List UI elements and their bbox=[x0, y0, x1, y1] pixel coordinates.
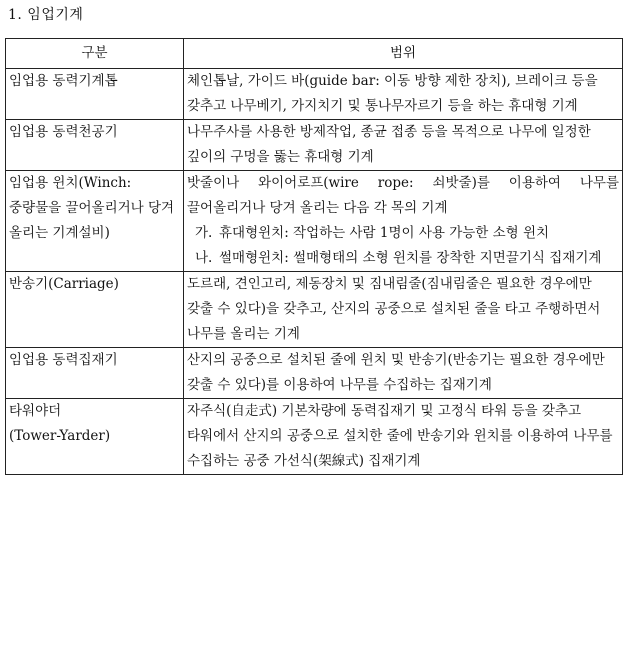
list-item-marker: 나. bbox=[195, 250, 213, 266]
row-scope-tower-yarder: 자주식(自走式) 기본차량에 동력집재기 및 고정식 타워 등을 갖추고 타워에서 산지의 공중으로 설치한 줄에 반송기와 윈치를 이용하여 나무를 수집하는 공중 가선식(架線式) 집재기계 bbox=[184, 399, 623, 475]
row-scope-carriage: 도르래, 견인고리, 제동장치 및 짐내림줄(짐내림줄은 필요한 경우에만 갖출 수 있다)을 갖추고, 산지의 공중으로 설치된 줄을 타고 주행하면서 나무를 올리는 기계 bbox=[184, 272, 623, 348]
table-row bbox=[6, 171, 623, 272]
section-title: 1. 임업기계 bbox=[8, 7, 84, 23]
row-category-auger: 임업용 동력천공기 bbox=[6, 120, 184, 171]
table-row bbox=[6, 399, 623, 475]
header-category: 구분 bbox=[6, 39, 184, 69]
list-item-text: 썰매형윈치: 썰매형태의 소형 윈치를 장착한 지면끌기식 집재기계 bbox=[219, 250, 602, 266]
table-row bbox=[6, 120, 623, 171]
list-item-text: 휴대형윈치: 작업하는 사람 1명이 사용 가능한 소형 윈치 bbox=[219, 225, 550, 241]
row-category-tower-yarder bbox=[6, 399, 184, 475]
row-category-winch: 임업용 윈치(Winch: 중량물을 끌어올리거나 당겨 올리는 기계설비) bbox=[6, 171, 184, 272]
table-row bbox=[6, 69, 623, 120]
row-scope-winch-cell bbox=[184, 171, 623, 272]
row-scope-yarder: 산지의 공중으로 설치된 줄에 윈치 및 반송기(반송기는 필요한 경우에만 갖출 수 있다)를 이용하여 나무를 수집하는 집재기계 bbox=[184, 348, 623, 399]
list-item bbox=[187, 246, 619, 271]
list-item bbox=[187, 221, 619, 246]
row-category-tower-yarder-line1: 타워야더 bbox=[9, 403, 62, 419]
row-category-tower-yarder-line2: (Tower-Yarder) bbox=[9, 428, 111, 444]
row-scope-auger: 나무주사를 사용한 방제작업, 종균 접종 등을 목적으로 나무에 일정한 깊이의 구멍을 뚫는 휴대형 기계 bbox=[184, 120, 623, 171]
header-scope: 범위 bbox=[184, 39, 623, 69]
row-scope-winch: 밧줄이나 와이어로프(wire rope: 쇠밧줄)를 이용하여 나무를 끌어올리거나 당겨 올리는 다음 각 목의 기계 bbox=[187, 175, 619, 216]
row-category-carriage: 반송기(Carriage) bbox=[6, 272, 184, 348]
row-category-yarder: 임업용 동력집재기 bbox=[6, 348, 184, 399]
row-scope-chainsaw: 체인톱날, 가이드 바(guide bar: 이동 방향 제한 장치), 브레이크 등을 갖추고 나무베기, 가지치기 및 통나무자르기 등을 하는 휴대형 기계 bbox=[184, 69, 623, 120]
table-header-row bbox=[6, 39, 623, 69]
table-row bbox=[6, 348, 623, 399]
list-item-marker: 가. bbox=[195, 225, 213, 241]
row-category-chainsaw: 임업용 동력기계톱 bbox=[6, 69, 184, 120]
table-row bbox=[6, 272, 623, 348]
forestry-machinery-table bbox=[5, 38, 623, 475]
